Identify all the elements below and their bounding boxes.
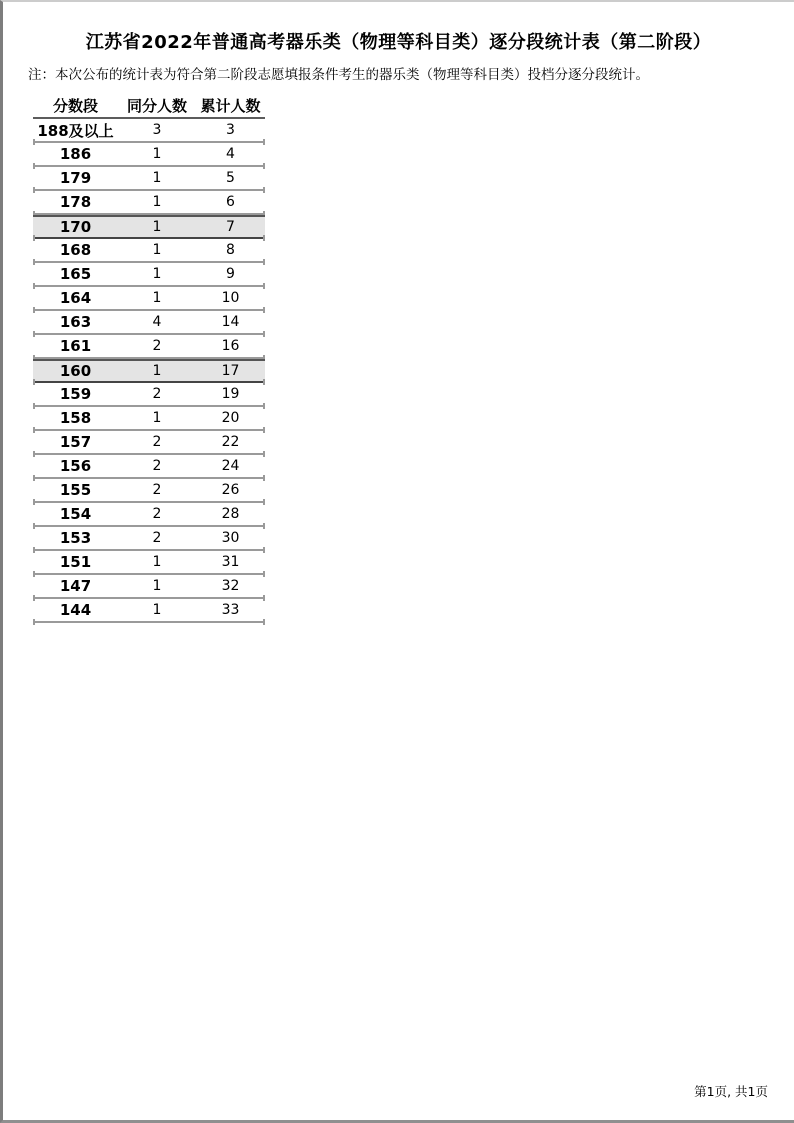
score-band-cell: 156 (59, 457, 92, 475)
cumulative-count-cell: 17 (221, 363, 240, 379)
cumulative-count-cell: 9 (226, 266, 235, 282)
score-band-cell: 158 (59, 409, 92, 427)
header-same-score-count: 同分人数 (126, 96, 187, 115)
table-row (33, 167, 265, 191)
table-row (33, 311, 265, 335)
table-row (33, 359, 265, 383)
cumulative-count-cell: 16 (221, 338, 240, 354)
cumulative-count-cell: 14 (221, 314, 240, 330)
same-score-count-cell: 4 (152, 314, 162, 330)
score-band-cell: 160 (59, 362, 92, 380)
table-row (33, 431, 265, 455)
table-row (33, 119, 265, 143)
same-score-count-cell: 2 (152, 506, 162, 522)
same-score-count-cell: 1 (152, 602, 162, 618)
cumulative-count-cell: 10 (221, 290, 240, 306)
score-band-cell: 188及以上 (37, 121, 114, 140)
cumulative-count-cell: 28 (221, 506, 240, 522)
score-band-cell: 147 (59, 577, 92, 595)
table-row (33, 215, 265, 239)
score-band-cell: 168 (59, 241, 92, 259)
score-band-cell: 170 (59, 218, 92, 236)
header-cumulative-count: 累计人数 (200, 96, 261, 115)
page-title: 江苏省2022年普通高考器乐类（物理等科目类）逐分段统计表（第二阶段） (85, 32, 712, 53)
cumulative-count-cell: 7 (226, 219, 235, 235)
table-row (33, 455, 265, 479)
table-header-row (33, 93, 265, 119)
score-band-cell: 155 (59, 481, 92, 499)
same-score-count-cell: 2 (152, 338, 162, 354)
table-row (33, 479, 265, 503)
score-band-cell: 164 (59, 289, 92, 307)
score-band-cell: 179 (59, 169, 92, 187)
same-score-count-cell: 1 (152, 146, 162, 162)
cumulative-count-cell: 31 (221, 554, 240, 570)
same-score-count-cell: 1 (152, 219, 162, 235)
cumulative-count-cell: 24 (221, 458, 240, 474)
score-band-cell: 153 (59, 529, 92, 547)
table-row (33, 335, 265, 359)
same-score-count-cell: 2 (152, 482, 162, 498)
same-score-count-cell: 1 (152, 363, 162, 379)
same-score-count-cell: 1 (152, 554, 162, 570)
score-band-cell: 163 (59, 313, 92, 331)
table-row (33, 143, 265, 167)
same-score-count-cell: 1 (152, 194, 162, 210)
table-row (33, 191, 265, 215)
score-band-cell: 165 (59, 265, 92, 283)
cumulative-count-cell: 33 (221, 602, 240, 618)
score-band-cell: 151 (59, 553, 92, 571)
cumulative-count-cell: 32 (221, 578, 240, 594)
cumulative-count-cell: 22 (221, 434, 240, 450)
same-score-count-cell: 2 (152, 530, 162, 546)
score-band-cell: 157 (59, 433, 92, 451)
header-score-band: 分数段 (52, 96, 98, 115)
cumulative-count-cell: 4 (226, 146, 235, 162)
same-score-count-cell: 1 (152, 242, 162, 258)
table-row (33, 407, 265, 431)
same-score-count-cell: 1 (152, 170, 162, 186)
same-score-count-cell: 2 (152, 458, 162, 474)
cumulative-count-cell: 19 (221, 386, 240, 402)
page-note: 注：本次公布的统计表为符合第二阶段志愿填报条件考生的器乐类（物理等科目类）投档分逐分段统计。 (28, 67, 649, 83)
cumulative-count-cell: 26 (221, 482, 240, 498)
table-body (33, 119, 265, 623)
score-band-cell: 186 (59, 145, 92, 163)
table-row (33, 383, 265, 407)
same-score-count-cell: 1 (152, 578, 162, 594)
cumulative-count-cell: 20 (221, 410, 240, 426)
score-band-cell: 144 (59, 601, 92, 619)
table-row (33, 263, 265, 287)
score-band-cell: 178 (59, 193, 92, 211)
same-score-count-cell: 2 (152, 434, 162, 450)
table-row (33, 599, 265, 623)
page-number: 第1页, 共1页 (694, 1084, 768, 1099)
score-distribution-table (33, 93, 265, 623)
same-score-count-cell: 1 (152, 290, 162, 306)
cumulative-count-cell: 3 (226, 122, 235, 138)
table-row (33, 551, 265, 575)
score-band-cell: 159 (59, 385, 92, 403)
cumulative-count-cell: 5 (226, 170, 235, 186)
table-row (33, 239, 265, 263)
table-row (33, 575, 265, 599)
same-score-count-cell: 1 (152, 410, 162, 426)
same-score-count-cell: 3 (152, 122, 162, 138)
score-band-cell: 161 (59, 337, 92, 355)
cumulative-count-cell: 6 (226, 194, 235, 210)
table-row (33, 503, 265, 527)
same-score-count-cell: 1 (152, 266, 162, 282)
table-row (33, 287, 265, 311)
cumulative-count-cell: 30 (221, 530, 240, 546)
same-score-count-cell: 2 (152, 386, 162, 402)
table-row (33, 527, 265, 551)
score-band-cell: 154 (59, 505, 92, 523)
cumulative-count-cell: 8 (226, 242, 235, 258)
